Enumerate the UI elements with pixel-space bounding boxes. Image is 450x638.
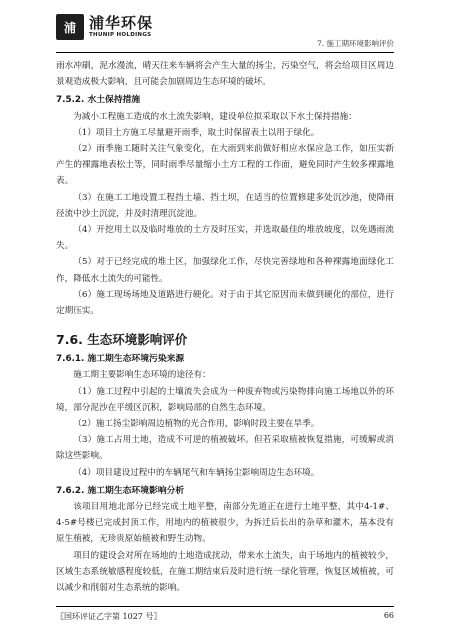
list-item-752-5: （5）对于已经完成的堆土区，加强绿化工作，尽快完善绿地和各种裸露地面绿化工作，降低水土流失的可能性。 xyxy=(56,257,394,284)
paragraph-762-1: 该项目用地北部分已经完成土地平整，南部分先道正在进行土地平整，其中4-1#、4-5#号楼已完成封顶工作，用地内的植被很少，为拆迁后长出的杂草和灌木，基本没有原生植被，无珍贵原始植被和野生动物。 xyxy=(56,502,394,545)
brand-name-cn: 浦华环保 xyxy=(89,14,154,32)
page-header xyxy=(56,10,394,50)
header-divider xyxy=(56,52,394,53)
footer-divider xyxy=(56,606,394,607)
list-item-761-4: （4）项目建设过程中的车辆尾气和车辆扬尘影响周边生态环境。 xyxy=(73,467,320,478)
list-item-761-1: （1）施工过程中引起的土壤流失会成为一种废弃物或污染物排向施工场地以外的环境，部分泥沙在平缓区沉积，影响局部的自然生态环境。 xyxy=(56,386,394,413)
list-item-761-2: （2）施工扬尘影响周边植物的光合作用，影响时段主要在旱季。 xyxy=(73,419,320,430)
heading-7-5-2: 7.5.2. 水土保持措施 xyxy=(56,95,141,106)
heading-7-6: 7.6. 生态环境影响评价 xyxy=(56,332,188,348)
document-reference: 〖国环评证乙字第 1027 号〗 xyxy=(56,612,162,621)
page-number: 66 xyxy=(383,611,394,620)
paragraph-752-lead: 为减小工程施工造成的水土流失影响，建设单位拟采取以下水土保持措施： xyxy=(73,111,357,122)
heading-7-6-2: 7.6.2. 施工期生态环境影响分析 xyxy=(56,485,185,496)
list-item-752-4: （4）开挖用土以及临时堆放的土方及时压实，并选取最佳的堆放坡度，以免遇雨流失。 xyxy=(56,225,394,252)
paragraph-762-2: 项目的建设会对所在场地的土地造成扰动，带来水土流失，由于场地内的植被较少，区域生态系统敏感程度较低，在施工期结束后及时进行统一绿化管理，恢复区域植被，可以减少和削弱对生态系统的影响。 xyxy=(56,550,394,594)
list-item-752-2: （2）雨季施工随时关注气象变化，在大雨到来前做好相应水保应急工作，如压实新产生的裸露地表松土等，同时雨季尽量缩小土方工程的工作面，避免同时产生较多裸露地表。 xyxy=(56,144,394,187)
list-item-752-3: （3）在施工工地设置工程挡土墙、挡土坝，在适当的位置修建多处沉沙池，使降雨径流中沙土沉淀，并及时清理沉淀池。 xyxy=(56,192,394,219)
list-item-761-3: （3）施工占用土地，造成不可逆的植被破坏。但若采取植被恢复措施，可缓解或消除这些影响。 xyxy=(56,435,394,462)
paragraph-intro: 雨水冲刷，泥水漫流，晴天往来车辆将会产生大量的扬尘，污染空气，将会给项目区周边景观造成极大影响，且可能会加剧周边生态环境的破坏。 xyxy=(56,61,394,88)
paragraph-761-lead: 施工期主要影响生态环境的途径有： xyxy=(73,370,211,381)
document-body xyxy=(56,58,394,596)
company-logo: 浦 xyxy=(56,14,84,40)
list-item-752-1: （1）项目土方施工尽量避开雨季，取土时保留表土以用于绿化。 xyxy=(73,127,320,138)
list-item-752-6: （6）施工现场场地及道路进行硬化。对于由于其它原因而未做到硬化的部位，进行定期压实。 xyxy=(56,289,394,317)
heading-7-6-1: 7.6.1. 施工期生态环境污染来源 xyxy=(56,354,185,365)
chapter-title: 7. 施工期环境影响评价 xyxy=(316,39,394,48)
brand-name-en: THUNIP HOLDINGS xyxy=(89,32,152,38)
